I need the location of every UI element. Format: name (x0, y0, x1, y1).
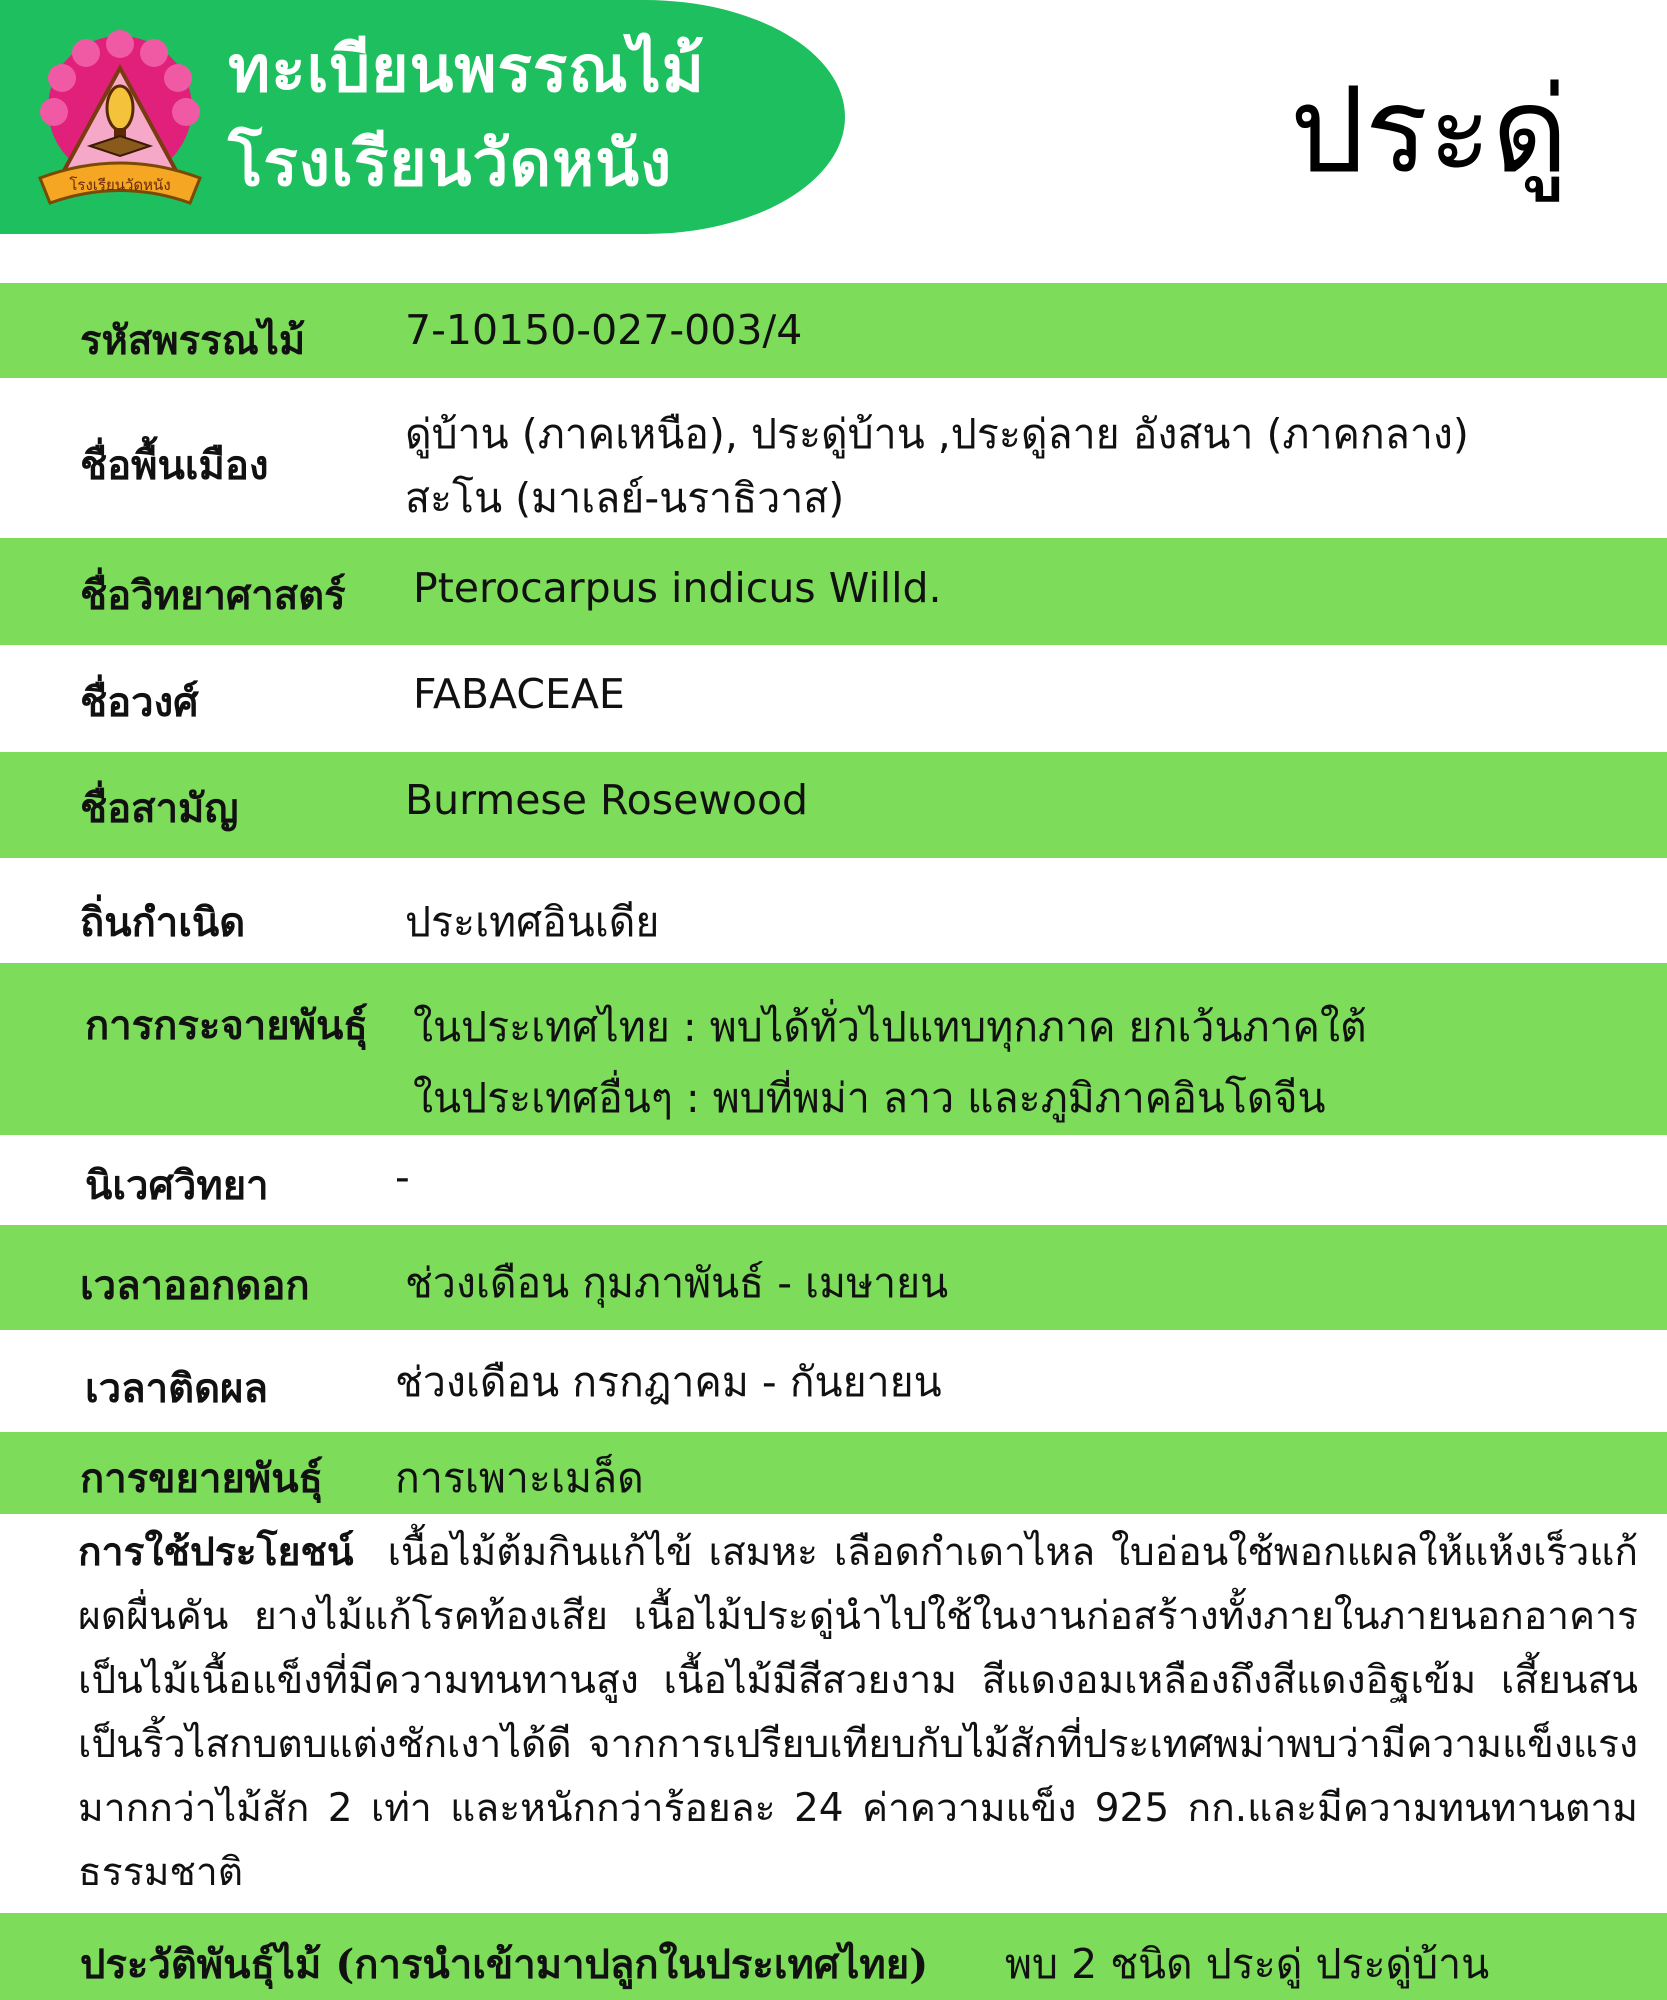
value-local-name-2: สะโน (มาเลย์-นราธิวาส) (405, 474, 845, 522)
label-code: รหัสพรรณไม้ (80, 317, 306, 364)
label-ecology: นิเวศวิทยา (85, 1162, 269, 1209)
value-family: FABACEAE (413, 670, 625, 718)
label-scientific: ชื่อวิทยาศาสตร์ (80, 572, 346, 619)
value-propagation: การเพาะเมล็ด (395, 1454, 644, 1502)
value-code: 7-10150-027-003/4 (405, 306, 803, 354)
label-usage: การใช้ประโยชน์ (78, 1529, 354, 1575)
label-history: ประวัติพันธุ์ไม้ (การนำเข้ามาปลูกในประเทศไทย) (80, 1941, 929, 1988)
value-distribution-1: ในประเทศไทย : พบได้ทั่วไปแทบทุกภาค ยกเว้นภาคใต้ (413, 1003, 1367, 1051)
logo-text: โรงเรียนวัดหนัง (69, 176, 171, 194)
label-fruiting: เวลาติดผล (85, 1365, 269, 1412)
value-distribution-2: ในประเทศอื่นๆ : พบที่พม่า ลาว และภูมิภาคอินโดจีน (413, 1074, 1326, 1122)
value-history: พบ 2 ชนิด ประดู่ ประดู่บ้าน (1005, 1940, 1490, 1988)
label-local-name: ชื่อพื้นเมือง (80, 442, 269, 489)
usage-paragraph (78, 1520, 1638, 1905)
value-usage: เนื้อไม้ต้มกินแก้ไข้ เสมหะ เลือดกำเดาไหล ใบอ่อนใช้พอกแผลให้แห้งเร็วแก้ผดผื่นคัน ยางไม้แก้โรคท้องเสีย เนื้อไม้ประดู่นำไปใช้ในงานก่อสร้างทั้งภายในภายนอกอาคาร เป็นไม้เนื้อแข็งที่มีความทนทานสูง เนื้อไม้มีสีสวยงาม สีแดงอมเหลืองถึงสีแดงอิฐเข้ม เสี้ยนสนเป็นริ้วไสกบตบแต่งชักเงาได้ดี จากการเปรียบเทียบกับไม้สักที่ประเทศพม่าพบว่ามีความแข็งแรงมากกว่าไม้สัก 2 เท่า และหนักกว่าร้อยละ 24 ค่าความแข็ง 925 กก.และมีความทนทานตามธรรมชาติ (78, 1530, 1638, 1895)
value-local-name-1: ดู่บ้าน (ภาคเหนือ), ประดู่บ้าน ,ประดู่ลาย อังสนา (ภาคกลาง) (405, 410, 1469, 458)
value-common: Burmese Rosewood (405, 776, 809, 824)
value-origin: ประเทศอินเดีย (405, 898, 660, 946)
school-name: โรงเรียนวัดหนัง (228, 127, 673, 201)
label-flowering: เวลาออกดอก (80, 1262, 310, 1309)
plant-name: ประดู่ (1290, 61, 1569, 199)
value-scientific: Pterocarpus indicus Willd. (413, 564, 942, 612)
value-ecology: - (395, 1153, 410, 1201)
registry-title: ทะเบียนพรรณไม้ (228, 33, 705, 107)
row-common (0, 752, 1667, 858)
label-origin: ถิ่นกำเนิด (80, 899, 246, 946)
label-family: ชื่อวงศ์ (80, 679, 199, 726)
label-distribution: การกระจายพันธุ์ (85, 1002, 368, 1049)
label-propagation: การขยายพันธุ์ (80, 1455, 323, 1502)
value-fruiting: ช่วงเดือน กรกฎาคม - กันยายน (395, 1358, 942, 1406)
school-logo (30, 28, 210, 218)
label-common: ชื่อสามัญ (80, 785, 239, 832)
value-flowering: ช่วงเดือน กุมภาพันธ์ - เมษายน (405, 1259, 949, 1307)
